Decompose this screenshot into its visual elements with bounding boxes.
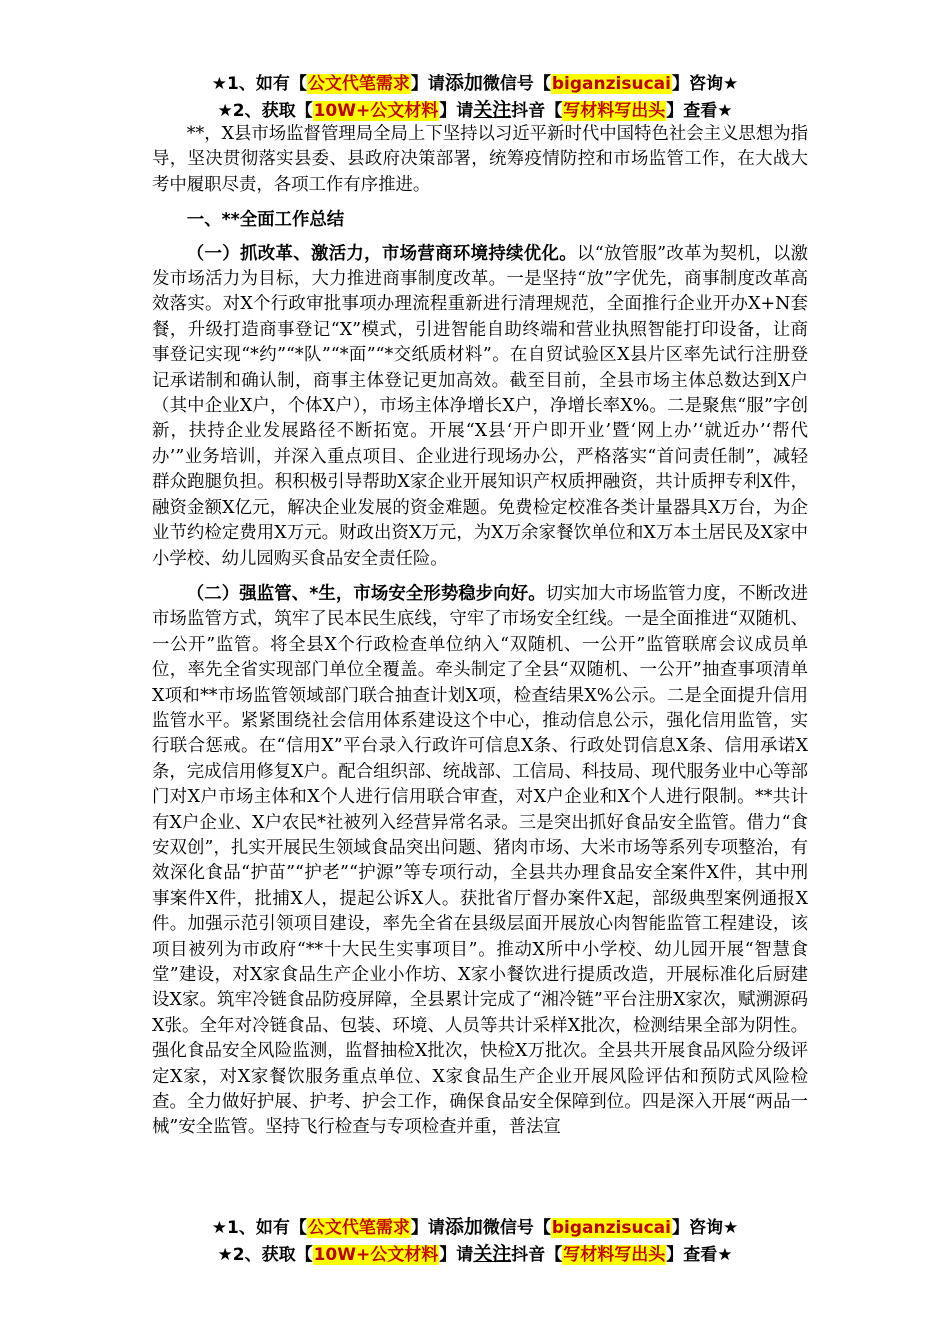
promo-highlight: 10W+公文材料	[313, 101, 439, 121]
promo-text: ★2、获取【	[217, 1245, 313, 1265]
promo-text: 】查看★	[666, 101, 733, 121]
promo-highlight: biganzisucai	[551, 1218, 671, 1238]
promo-highlight: 10W+公文材料	[313, 1245, 439, 1265]
promo-highlight: 写材料写出头	[563, 101, 666, 121]
promo-emphasis: 添加	[444, 72, 483, 94]
promo-banner-bottom	[140, 1214, 810, 1268]
promo-highlight: biganzisucai	[551, 74, 671, 94]
promo-highlight: 公文代笔需求	[307, 1218, 410, 1238]
section-1-text: 以“放管服”改革为契机，以激发市场活力为目标，大力推进商事制度改革。一是坚持“放”字优先，商事制度改革高效落实。对X个行政审批事项办理流程重新进行清理规范，全面推行企业开办X+N套餐，升级打造商事登记“X”模式，引进智能自助终端和营业执照智能打印设备，让商事登记实现“*约”“*队”“*面”“*交纸质材料”。在自贸试验区X县片区率先试行注册登记承诺制和确认制，商事主体登记更加高效。截至目前，全县市场主体总数达到X户（其中企业X户，个体X户），市场主体净增长X户，净增长率X%。二是聚焦“服”字创新，扶持企业发展路径不断拓宽。开展“X县‘开户即开业’暨‘网上办’‘就近办’‘帮代办’”业务培训，并深入重点项目、企业进行现场办公，严格落实“首问责任制”，减轻群众跑腿负担。积积极引导帮助X家企业开展知识产权质押融资，共计质押专利X件，融资金额X亿元，解决企业发展的资金难题。免费检定校准各类计量器具X万台，为企业节约检定费用X万元。财政出资X万元，为X万余家餐饮单位和X万本土居民及X家中小学校、幼儿园购买食品安全责任险。	[152, 243, 808, 569]
intro-paragraph: **，X县市场监督管理局全局上下坚持以习近平新时代中国特色社会主义思想为指导，坚决贯彻落实县委、县政府决策部署，统筹疫情防控和市场监管工作，在大战大考中履职尽责，各项工作有序推进。	[152, 124, 808, 195]
promo-line-1	[140, 1214, 810, 1241]
promo-emphasis: 关注	[473, 1243, 512, 1265]
promo-text: ★2、获取【	[217, 101, 313, 121]
promo-text: 抖音【	[511, 1245, 563, 1265]
promo-text: 】咨询★	[671, 1218, 739, 1238]
promo-text: ★1、如有【	[211, 1218, 307, 1238]
promo-text: 】查看★	[666, 1245, 733, 1265]
promo-banner-top	[140, 70, 810, 124]
promo-text: 】请	[439, 101, 474, 121]
document-body	[152, 122, 808, 1141]
promo-text: 】咨询★	[671, 74, 739, 94]
promo-line-2	[140, 97, 810, 124]
promo-line-2	[140, 1241, 810, 1268]
promo-highlight: 写材料写出头	[563, 1245, 666, 1265]
promo-highlight: 公文代笔需求	[307, 74, 410, 94]
section-2-text: 切实加大市场监管力度，不断改进市场监管方式，筑牢了民本民生底线，守牢了市场安全红线。一是全面推进“双随机、一公开”监管。将全县X个行政检查单位纳入“双随机、一公开”监管联席会议成员单位，率先全省实现部门单位全覆盖。牵头制定了全县“双随机、一公开”抽查事项清单X项和**市场监管领域部门联合抽查计划X项，检查结果X%公示。二是全面提升信用监管水平。紧紧围绕社会信用体系建设这个中心，推动信息公示，强化信用监管，实行联合惩戒。在“信用X”平台录入行政许可信息X条、行政处罚信息X条、信用承诺X条，完成信用修复X户。配合组织部、统战部、工信局、科技局、现代服务业中心等部门对X户市场主体和X个人进行信用联合审查，对X户企业和X个人进行限制。**共计有X户企业、X户农民*社被列入经营异常名录。三是突出抓好食品安全监管。借力“食安双创”，扎实开展民生领域食品突出问题、猪肉市场、大米市场等系列专项整治，有效深化食品“护苗”“护老”“护源”等专项行动，全县共办理食品安全案件X件，其中刑事案件X件，批捕X人，提起公诉X人。获批省厅督办案件X起，部级典型案例通报X件。加强示范引领项目建设，率先全省在县级层面开展放心肉智能监管工程建设，该项目被列为市政府“**十大民生实事项目”。推动X所中小学校、幼儿园开展“智慧食堂”建设，对X家食品生产企业小作坊、X家小餐饮进行提质改造，开展标准化后厨建设X家。筑牢冷链食品防疫屏障，全县累计完成了“湘冷链”平台注册X家次，赋溯源码X张。全年对冷链食品、包装、环境、人员等共计采样X批次，检测结果全部为阴性。强化食品安全风险监测，监督抽检X批次，快检X万批次。全县共开展食品风险分级评定X家，对X家餐饮服务重点单位、X家食品生产企业开展风险评估和预防式风险检查。全力做好护展、护考、护会工作，确保食品安全保障到位。四是深入开展“两品一械”安全监管。坚持飞行检查与专项检查并重，普法宣	[152, 583, 808, 1138]
promo-emphasis: 添加	[444, 1216, 483, 1238]
promo-text: 微信号【	[482, 1218, 551, 1238]
promo-line-1	[140, 70, 810, 97]
promo-text: 微信号【	[482, 74, 551, 94]
promo-text: 抖音【	[511, 101, 563, 121]
section-heading: 一、**全面工作总结	[186, 210, 345, 231]
promo-emphasis: 关注	[473, 99, 512, 121]
promo-text: ★1、如有【	[211, 74, 307, 94]
section-1-paragraph	[152, 242, 808, 572]
section-2-lead: （二）强监管、*生，市场安全形势稳步向好。	[186, 583, 546, 604]
section-2-paragraph	[152, 582, 808, 1141]
promo-text: 】请	[410, 1218, 445, 1238]
section-1-lead: （一）抓改革、激活力，市场营商环境持续优化。	[186, 243, 578, 264]
promo-text: 】请	[439, 1245, 474, 1265]
promo-text: 】请	[410, 74, 445, 94]
